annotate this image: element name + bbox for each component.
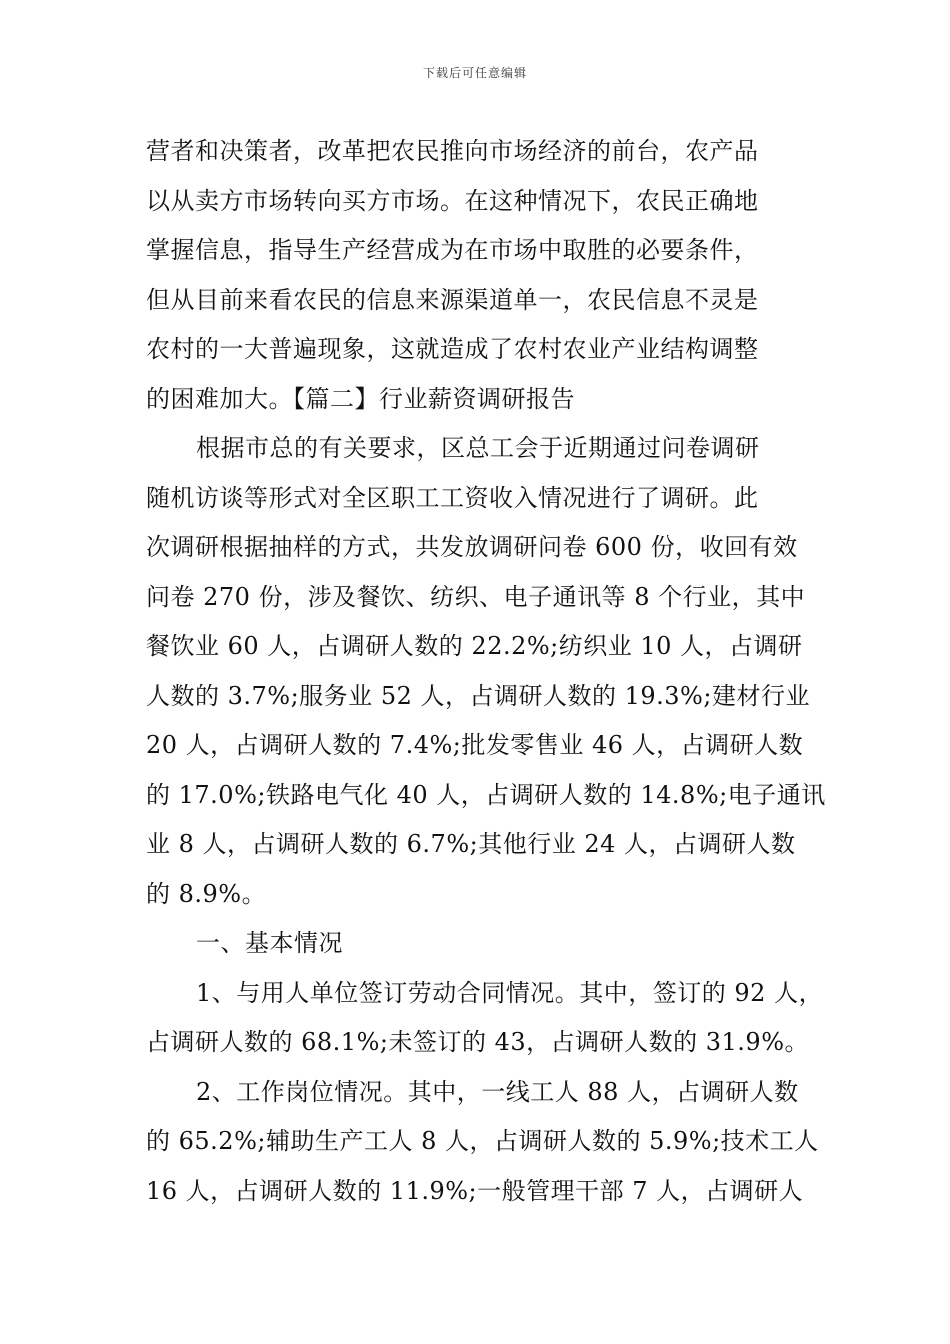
text-line: 人数的 3.7%;服务业 52 人，占调研人数的 19.3%;建材行业 [146, 681, 810, 710]
text-line: 的 8.9%。 [146, 879, 267, 908]
text-line: 的困难加大。【篇二】行业薪资调研报告 [146, 384, 575, 413]
page-header: 下载后可任意编辑 [422, 66, 527, 80]
paragraph-start-line: 根据市总的有关要求，区总工会于近期通过问卷调研 [196, 434, 760, 462]
text-line: 的 65.2%;辅助生产工人 8 人，占调研人数的 5.9%;技术工人 [146, 1127, 819, 1155]
paragraph-start-line: 1、与用人单位签订劳动合同情况。其中，签订的 92 人， [196, 978, 824, 1007]
text-line: 次调研根据抽样的方式，共发放调研问卷 600 份，收回有效 [146, 533, 798, 561]
text-line: 随机访谈等形式对全区职工工资收入情况进行了调研。此 [146, 483, 759, 512]
text-line: 农村的一大普遍现象，这就造成了农村农业产业结构调整 [146, 335, 759, 363]
text-line: 16 人，占调研人数的 11.9%;一般管理干部 7 人，占调研人 [146, 1176, 804, 1205]
text-line: 但从目前来看农民的信息来源渠道单一，农民信息不灵是 [146, 285, 759, 314]
text-line: 占调研人数的 68.1%;未签订的 43，占调研人数的 31.9%。 [146, 1028, 809, 1056]
document-body [146, 127, 826, 1216]
text-line: 营者和决策者，改革把农民推向市场经济的前台，农产品 [146, 137, 759, 165]
text-line: 以从卖方市场转向买方市场。在这种情况下，农民正确地 [146, 186, 759, 215]
text-line: 餐饮业 60 人，占调研人数的 22.2%;纺织业 10 人，占调研 [146, 632, 803, 660]
text-line: 掌握信息，指导生产经营成为在市场中取胜的必要条件， [146, 236, 759, 264]
paragraph-start-line: 2、工作岗位情况。其中，一线工人 88 人，占调研人数 [196, 1077, 799, 1106]
section-heading: 一、基本情况 [196, 929, 343, 957]
text-line: 业 8 人，占调研人数的 6.7%;其他行业 24 人，占调研人数 [146, 830, 796, 858]
text-line: 问卷 270 份，涉及餐饮、纺织、电子通讯等 8 个行业，其中 [146, 582, 806, 611]
text-line: 的 17.0%;铁路电气化 40 人，占调研人数的 14.8%;电子通讯 [146, 780, 826, 809]
text-line: 20 人，占调研人数的 7.4%;批发零售业 46 人，占调研人数 [146, 731, 804, 759]
